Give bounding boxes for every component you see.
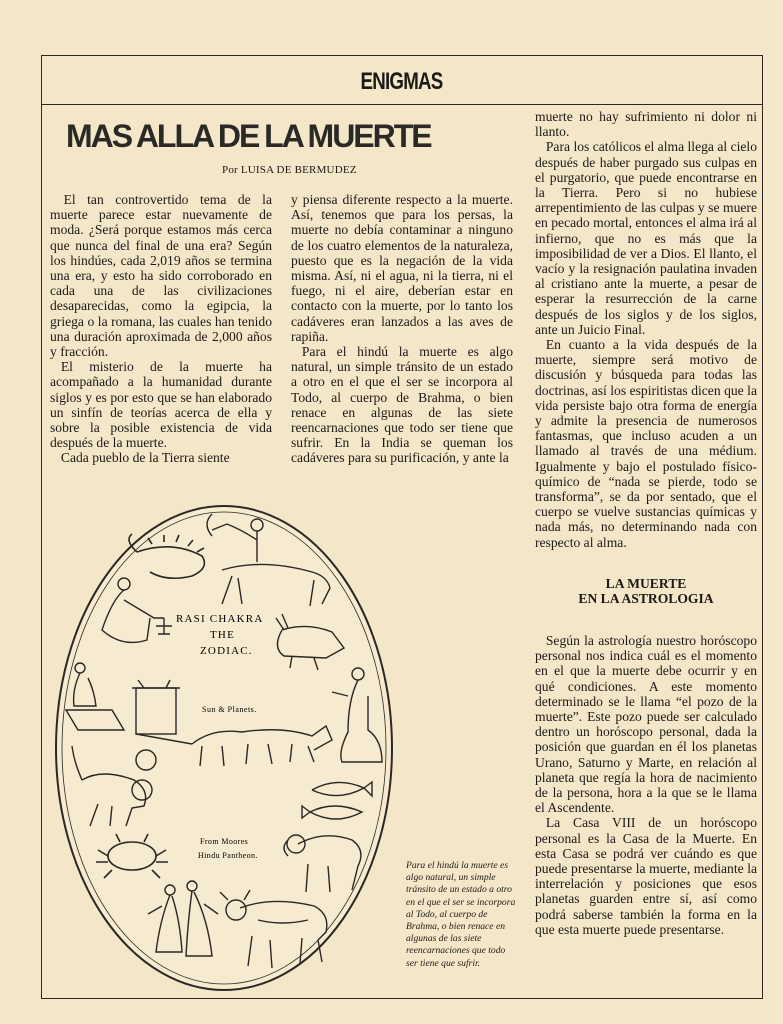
paragraph: Para el hindú la muerte es algo natural, un simple tránsito de un estado a otro en el que el ser se incorpora al Todo, al cuerpo de Brahma, o bien renace en algunas de las siete reencarnaciones que todo ser tiene que sufrir. En la India se queman los cadáveres para su purificación, y ante la xyxy=(291,344,513,466)
paragraph: Según la astrología nuestro horóscopo personal nos indica cuál es el momento en el que la muerte debe ocurrir y en qué condiciones. A este momento determinado se le llama “el pozo de la muerte”. Este pozo puede ser calculado dentro un horóscopo personal, dada la posición que guardan en él los planetas Urano, Saturno y Marte, en relación al planeta que regía la hora de nacimiento de la persona, hora a la que se le llama el Ascendente. xyxy=(535,632,757,816)
credit-line-2: Hindu Pantheon. xyxy=(198,851,258,860)
article-title: MAS ALLA DE LA MUERTE xyxy=(66,118,431,154)
column-1 xyxy=(50,192,272,466)
paragraph: Para los católicos el alma llega al cielo después de haber purgado sus culpas en el purgatorio, que puede encontrarse en la Tierra. Pero si no hubiese arrepentimiento de las culpas y se muere en pecado mortal, entonces el alma irá al infierno, que no es más que la imposibilidad de ver a Dios. El llanto, el vacío y la resignación paulatina invaden al cristiano ante la muerte, a pesar de esperar la resurrección de la carne después de los siglos y de los siglos, ante un Juicio Final. xyxy=(535,139,757,337)
byline: Por LUISA DE BERMUDEZ xyxy=(222,164,357,176)
subheading-line-1: LA MUERTE xyxy=(605,575,687,591)
zodiac-label-line-3: ZODIAC. xyxy=(200,645,253,657)
paragraph: y piensa diferente respecto a la muerte. Así, tenemos que para los persas, la muerte no debía contaminar a ninguno de los cuatro elementos de la naturaleza, puesto que es la negación de la vida misma. Así, ni el agua, ni la tierra, ni el fuego, ni el aire, deberían estar en contacto con la muerte, por lo tanto los cadáveres eran lanzados a las aves de rapiña. xyxy=(291,192,513,344)
credit-line-1: From Moores xyxy=(200,837,249,846)
illustration-caption: Para el hindú la muerte es algo natural, un simple tránsito de un estado a otro en el que el ser se incorpora al Todo, al cuerpo de Brahma, o bien renace en algunas de las siete reencarnaciones que todo ser tiene que sufrir. xyxy=(406,860,516,969)
paragraph: Cada pueblo de la Tierra siente xyxy=(60,450,230,466)
subheading-line-2: EN LA ASTROLOGIA xyxy=(578,591,714,607)
paragraph: El tan controvertido tema de la muerte parece estar nuevamente de moda. ¿Será porque estamos más cerca que nunca del final de una era? Según los hindúes, cada 2,019 años se termina una era, y esto ha sido corroborado en cada una de las civilizaciones desaparecidas, como la egipcia, la griega o la romana, las cuales han tenido una duración aproximada de 2,000 años y fracción. xyxy=(50,192,272,360)
column-2 xyxy=(291,192,513,466)
subheading xyxy=(535,576,757,607)
zodiac-label-line-1: RASI CHAKRA xyxy=(176,613,264,625)
paragraph: muerte no hay sufrimiento ni dolor ni llanto. xyxy=(535,109,757,140)
section-header xyxy=(41,55,763,105)
zodiac-illustration xyxy=(52,500,402,995)
paragraph: La Casa VIII de un horóscopo personal es la Casa de la Muerte. En esta Casa se podrá ver cuándo es que puede presentarse la muerte, mediante la interrelación y posiciones que esos planetas guarden entre sí, así como podrá saberse también la forma en la que esta muerte puede presentarse. xyxy=(535,815,757,937)
paragraph: El misterio de la muerte ha acompañado a la humanidad durante siglos y es por esto que se han elaborado un sinfín de teorías acerca de ella y sobre la posible existencia de vida después de la muerte. xyxy=(50,359,272,451)
paragraph: En cuanto a la vida después de la muerte, siempre será motivo de discusión y búsqueda para todas las doctrinas, así los espiritistas dicen que la vida persiste bajo otra forma de energía y admite la presencia de numerosos fantasmas, que incluso acuden a un llamado al través de una médium. Igualmente y bajo el postulado físico-químico de “nada se pierde, todo se transforma”, se da por sentado, que el cuerpo se vuelve sustancias químicas y nada más, no determinando nada con respecto al alma. xyxy=(535,337,757,550)
column-3 xyxy=(535,109,757,937)
sun-planets-label: Sun & Planets. xyxy=(202,705,257,714)
section-title: ENIGMAS xyxy=(361,68,443,95)
zodiac-label-line-2: THE xyxy=(210,629,235,641)
